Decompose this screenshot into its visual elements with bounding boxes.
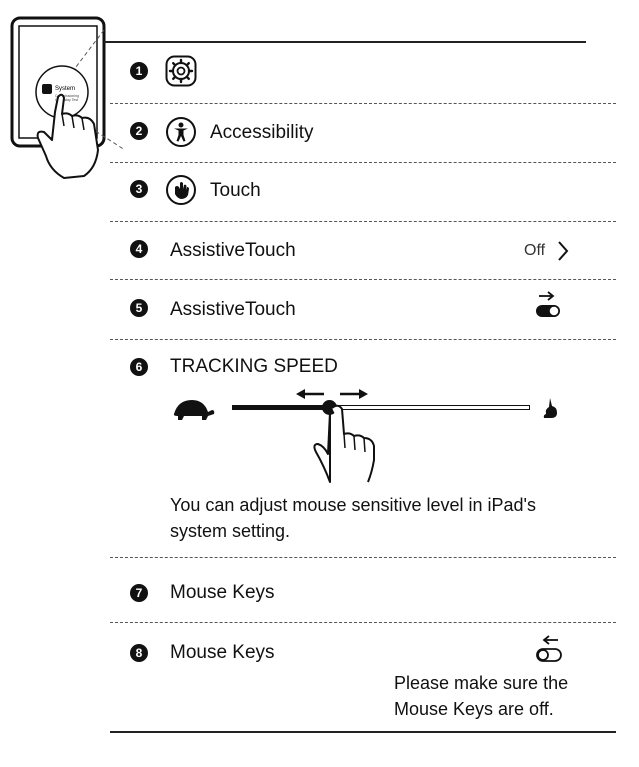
tracking-speed-note: You can adjust mouse sensitive level in iPad's system setting. <box>170 495 536 541</box>
touch-hand-icon <box>165 174 197 206</box>
toggle-off-icon <box>535 634 565 664</box>
step-number-7: 7 <box>130 584 148 602</box>
assistivetouch-status: Off <box>524 242 546 259</box>
toggle-on-icon <box>534 290 564 320</box>
popup-line-2: Quiet stay Test <box>55 98 79 102</box>
divider <box>110 162 616 163</box>
accessibility-icon <box>165 116 197 148</box>
rabbit-icon <box>540 396 560 420</box>
divider <box>110 279 616 280</box>
gear-icon <box>165 55 197 87</box>
step-number-5: 5 <box>130 299 148 317</box>
divider <box>110 557 616 558</box>
step-number-2: 2 <box>130 122 148 140</box>
popup-title: System <box>55 86 76 92</box>
divider <box>110 221 616 222</box>
divider <box>110 339 616 340</box>
step-number-8: 8 <box>130 644 148 662</box>
bottom-rule <box>110 731 616 733</box>
step-number-3: 3 <box>130 180 148 198</box>
tracking-speed-slider[interactable] <box>232 402 530 414</box>
turtle-icon <box>170 396 216 422</box>
divider <box>110 103 616 104</box>
tracking-speed-heading: TRACKING SPEED <box>170 356 338 377</box>
step-label-assistivetouch-toggle: AssistiveTouch <box>170 299 296 320</box>
step-label-assistivetouch: AssistiveTouch <box>170 240 296 261</box>
step-number-6: 6 <box>130 358 148 376</box>
step-label-mouse-keys-toggle: Mouse Keys <box>170 642 275 663</box>
step-number-1: 1 <box>130 62 148 80</box>
step-label-accessibility: Accessibility <box>210 122 314 143</box>
step-number-4: 4 <box>130 240 148 258</box>
divider <box>110 622 616 623</box>
top-rule <box>104 41 586 43</box>
popup-line-1: Commissioning <box>55 94 79 98</box>
step-label-touch: Touch <box>210 180 261 201</box>
pointing-hand-icon <box>310 404 380 484</box>
mouse-keys-note: Please make sure the Mouse Keys are off. <box>394 673 569 719</box>
step-label-mouse-keys: Mouse Keys <box>170 582 275 603</box>
chevron-right-icon <box>556 239 570 263</box>
adjust-arrows-icon <box>296 387 368 401</box>
